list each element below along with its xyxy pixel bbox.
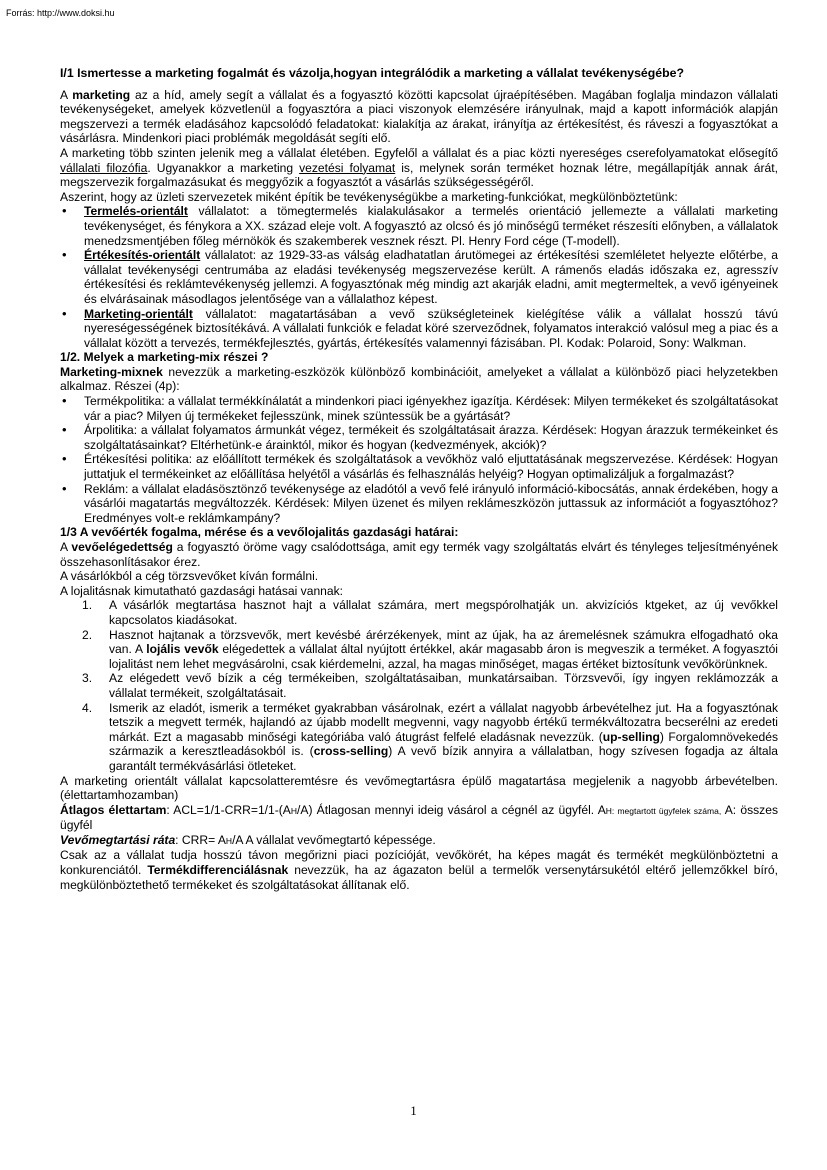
paragraph-customer-satisfaction: A vevőelégedettség a fogyasztó öröme vagy csalódottsága, amit egy termék vagy szolgáltatás elvárt és tényleges teljesítményének összehasonlításakor érez. — [60, 540, 778, 569]
heading-2: 1/2. Melyek a marketing-mix részei ? — [60, 350, 269, 365]
orientation-list — [60, 204, 778, 350]
paragraph-differentiation: Csak az a vállalat tudja hosszú távon megőrizni piaci pozícióját, vevőkörét, ha képes magát és termékét megkülönböztetni a konkurenciától. Termékdifferenciálásnak nevezzük, ha az ágazaton belül a termelők versenytársukétól eltérő jellemzőkkel bíró, megkülönböztethető termékeket és szolgáltatásokat állítanak elő. — [60, 848, 778, 892]
list-item: 3. Az elégedett vevő bízik a cég termékeiben, szolgáltatásaiban, munkatársaiban. Törzsvevői, így ingyen reklámozzák a vállalat termékeit, szolgáltatásait. — [82, 671, 778, 700]
paragraph-loyal-customers: A vásárlókból a cég törzsvevőket kíván formálni. — [60, 569, 319, 584]
paragraph-marketing-mix: Marketing-mixnek nevezzük a marketing-eszközök különböző kombinációit, amelyeket a vállalat a különböző piaci helyzetekben alkalmaz. Részei (4p): — [60, 364, 778, 394]
paragraph-classification: Aszerint, hogy az üzleti szervezetek miként építik be tevékenységükbe a marketing-funkciókat, megkülönböztetünk: — [60, 189, 678, 204]
list-item: • Marketing-orientált vállalatot: magatartásában a vevő szükségleteinek kielégítése válik a vállalat hosszú távú nyereségességének biztosítékává. A vállalati funkciók e feladat köré szerveződnek, folyamatos interakció valósul meg a piac és a vállalat között a tervezés, termékfejlesztés, gyártás, értékesítés valamennyi fázisában. Pl. Kodak: Polaroid, Sony: Walkman. — [60, 307, 778, 351]
list-item: • Értékesítési politika: az előállított termékek és szolgáltatások a vevőkhöz való eljuttatásának megszervezése. Kérdések: Hogyan juttatjuk el termékeinket az előállítása helyétől a vásárlás és felhasználás helyéig? Hogyan optimalizáljuk a forgalmazást? — [60, 452, 778, 481]
source-url: Forrás: http://www.doksi.hu — [6, 8, 115, 18]
list-item: • Termékpolitika: a vállalat termékkínálatát a mindenkori piaci igényekhez igazítja. Kérdések: Milyen termékeket és szolgáltatásokat vár a piac? Milyen új termékeket fejlesszünk, minek szüntessük be a gyártását? — [60, 394, 778, 423]
heading-3: 1/3 A vevőérték fogalma, mérése és a vevőlojalitás gazdasági határai: — [60, 525, 459, 540]
list-item: • Termelés-orientált vállalatot: a tömegtermelés kialakulásakor a termelés orientáció jellemezte a vállalati marketing tevékenységet, és fénykora a XX. század eleje volt. A fogyasztó az olcsó és jó minőségű terméket részesíti előnyben, a vállalatok menedzsmentjében főleg mérnökök és szakemberek vesznek részt. Pl. Henry Ford cége (T-modell). — [60, 204, 778, 248]
list-item: • Értékesítés-orientált vállalatot: az 1929-33-as válság eladhatatlan árutömegei az értékesítési szemléletet helyezte előtérbe, a vállalat tevékenységi centrumába az eladási tevékenység megszervezése került. A rámenős eladás időszaka ez, agresszív értékesítési és reklámtevékenység jellemzi. A fogyasztónak még mindig azt akarják eladni, amit megtermeltek, a vevő igényeinek és elvárásainak másodlagos jelentősége van a vállalathoz képest. — [60, 248, 778, 306]
paragraph-marketing-definition: A marketing az a híd, amely segít a vállalat és a fogyasztó közötti kapcsolat újraépítésében. Magában foglalja mindazon vállalati tevékenységeket, amelyek közvetlenül a fogyasztóra a piaci viszonyok elemzésére irányulnak, majd a kapott információk alapján megszervezi a termék eladásához kapcsolódó feladatokat: kialakítja az árakat, irányítja az értékesítést, és ráveszi a fogyasztókat a vásárlásra. Mindenkori piaci problémák megoldását segíti elő. — [60, 87, 778, 146]
list-item: 2. Hasznot hajtanak a törzsvevők, mert kevésbé árérzékenyek, mint az újak, ha az áremelésnek számukra elfogadható oka van. A lojális vevők elégedettek a vállalat által nyújtott értékkel, akár magasabb áron is megveszik a terméket. A fogyasztói lojalitást nem lehet megvásárolni, csak kiérdemelni, azzal, ha magas minőséget, magas értéket biztosítunk vevőkörünknek. — [82, 627, 778, 671]
loyalty-effects-list — [60, 598, 778, 773]
list-item: • Árpolitika: a vállalat folyamatos ármunkát végez, termékeit és szolgáltatásait árazza. Kérdések: Hogyan árazzuk termékeinket és szolgáltatásainkat? Eltérhetünk-e árainktól, mikor és hogyan (kedvezmények, akciók)? — [60, 423, 778, 452]
heading-1: I/1 Ismertesse a marketing fogalmát és vázolja,hogyan integrálódik a marketing a vállalat tevékenységébe? — [60, 66, 684, 80]
list-item: 1. A vásárlók megtartása hasznot hajt a vállalat számára, mert megspórolhatják un. akvizíciós ktgeket, az új vevőkkel kapcsolatos kiadásokat. — [82, 598, 778, 627]
page-number: 1 — [410, 1103, 417, 1118]
paragraph-retention-rate: Vevőmegtartási ráta: CRR= AH/A A vállalat vevőmegtartó képessége. — [60, 832, 436, 847]
list-item: • Reklám: a vállalat eladásösztönző tevékenysége az eladótól a vevő felé irányuló információ-kibocsátás, annak érdekében, hogy a vásárlói magatartás megváltozzék. Kérdések: Milyen üzenet és milyen reklámeszközön juttassuk az információt a fogyasztóhoz? Eredményes volt-e reklámkampány? — [60, 482, 778, 526]
paragraph-average-lifetime: Átlagos élettartam: ACL=1/1-CRR=1/1-(AH/A) Átlagosan mennyi ideig vásárol a cégnél az ügyfél. AH: megtartott ügyfelek száma, A: összes ügyfél — [60, 802, 778, 833]
paragraph-marketing-levels: A marketing több szinten jelenik meg a vállalat életében. Egyfelől a vállalat és a piac közti nyereséges cserefolyamatokat elősegítő vállalati filozófia. Ugyanakkor a marketing vezetési folyamat is, melynek során terméket hoznak létre, megállapítják annak árát, megszervezik forgalmazásukat és meggyőzik a fogyasztót a vásárlás szükségességéről. — [60, 145, 778, 190]
paragraph-revenue: A marketing orientált vállalat kapcsolatteremtésre és vevőmegtartásra épülő magatartása megjelenik a nagyobb árbevételben. (élettartamhozamban) — [60, 773, 778, 803]
paragraph-loyalty-effects: A lojalitásnak kimutatható gazdasági hatásai vannak: — [60, 583, 344, 598]
marketing-mix-list — [60, 394, 778, 525]
list-item: 4. Ismerik az eladót, ismerik a terméket gyakrabban vásárolnak, ezért a vállalat nagyobb árbevételhez jut. Ha a fogyasztónak tetszik a megvett termék, hajlandó az újabb modellt megvenni, vagy nagyobb értékű termékváltozatra becserélni az eredeti márkát. Ezt a magasabb minőségi kategóriába való átugrást felfelé eladásnak nevezzük. (up-selling) Forgalomnövekedés származik a keresztleadásokból is. (cross-selling) A vevő bízik annyira a vállalatban, hogy szívesen fogadja az általa garantált termékvásárlási ötleteket. — [82, 700, 778, 773]
document-body — [60, 66, 778, 892]
